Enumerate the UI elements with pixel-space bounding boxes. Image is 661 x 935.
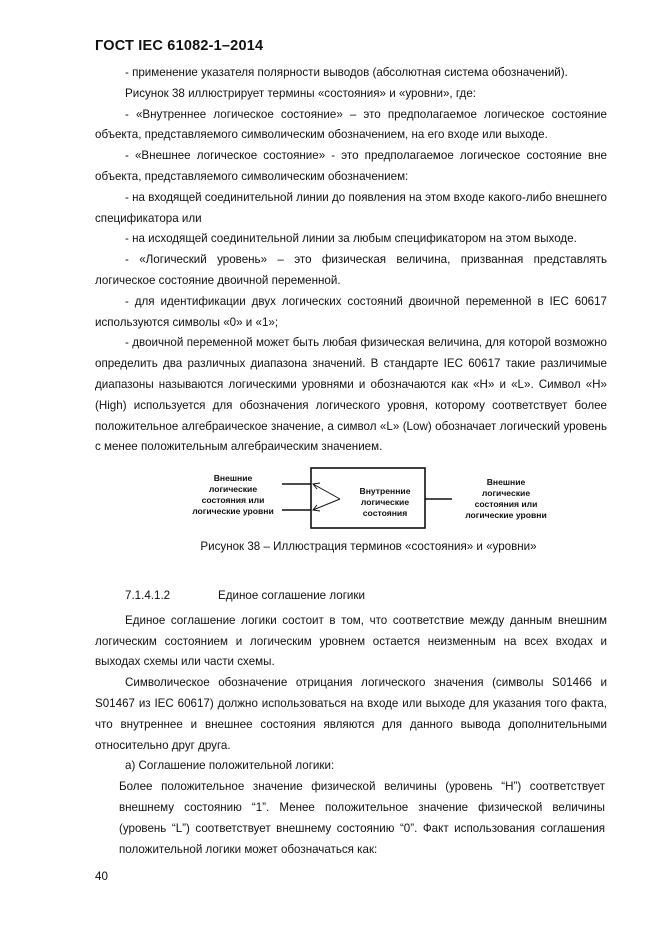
section-7-1-4-1-2 [95, 586, 607, 860]
external-states-label-right: Внешние логические состояния или логические уровни [465, 477, 547, 520]
paragraph-positive-logic: Более положительное значение физической величины (уровень “H”) соответствует внешнему состоянию “1”. Менее положительное значение физической величины (уровень “L”) соответствует внешнему состоянию “0”. Факт использования соглашения положительной логики может обозначаться как: [119, 780, 605, 856]
paragraph: Рисунок 38 иллюстрирует термины «состояния» и «уровни», где: [125, 86, 476, 100]
section-heading [125, 586, 607, 607]
paragraph: - на исходящей соединительной линии за любым спецификатором на этом выходе. [125, 232, 577, 246]
paragraph: - двоичной переменной может быть любая физическая величина, для которой возможно определить два различных диапазона значений. В стандарте IEC 60617 такие различимые диапазоны называются логическими уровнями и обозначаются как «H» и «L». Символ «H» (High) используется для обозначения логического уровня, которому соответствует более положительное алгебраическое значение, а символ «L» (Low) обозначает логический уровень с менее положительным алгебраическим значением. [95, 336, 607, 454]
section-title: Единое соглашение логики [218, 589, 365, 602]
paragraph: а) Соглашение положительной логики: [125, 759, 335, 773]
paragraph: - «Внутреннее логическое состояние» – это предполагаемое логическое состояние объекта, представляемого символическим обозначением, на его входе или выходе. [95, 107, 607, 142]
paragraph: - «Внешнее логическое состояние» - это предполагаемое логическое состояние вне объекта, представляемого символическим обозначением: [95, 149, 607, 183]
external-states-label-left: Внешние логические состояния или логические уровни [192, 473, 274, 516]
paragraph: Единое соглашение логики состоит в том, что соответствие между данным внешним логическим состоянием и логическим уровнем остается неизменным на всех входах и выходах схемы или части схемы. [95, 613, 607, 669]
figure-38-diagram [180, 462, 560, 532]
paragraph: - «Логический уровень» – это физическая величина, призванная представлять логическое состояние двоичной переменной. [95, 253, 607, 287]
internal-states-label: Внутренние логические состояния [359, 486, 411, 518]
paragraph: Символическое обозначение отрицания логического значения (символы S01466 и S01467 из IEC 60617) должно использоваться на входе или выходе для указания того факта, что внутреннее и внешнее состояния являются для данного вывода дополнительными относительно друг друга. [95, 676, 607, 752]
paragraph: - применение указателя полярности выводов (абсолютная система обозначений). [125, 66, 568, 79]
page-number: 40 [95, 870, 108, 883]
paragraph: - для идентификации двух логических состояний двоичной переменной в IEC 60617 используются символы «0» и «1»; [95, 294, 607, 329]
document-header: ГОСТ IEC 61082-1–2014 [95, 38, 264, 54]
body-text [95, 63, 607, 458]
section-number: 7.1.4.1.2 [125, 589, 171, 602]
paragraph: - на входящей соединительной линии до появления на этом входе какого-либо внешнего спецификатора или [95, 190, 607, 225]
figure-caption: Рисунок 38 – Иллюстрация терминов «состояния» и «уровни» [200, 540, 537, 553]
